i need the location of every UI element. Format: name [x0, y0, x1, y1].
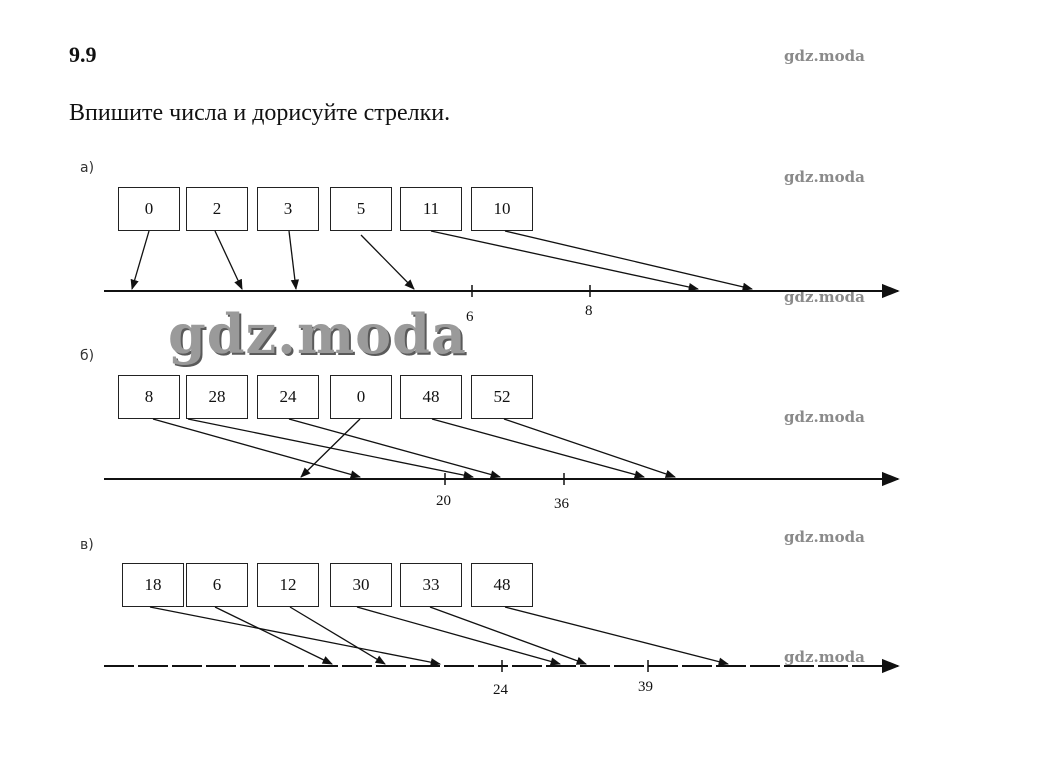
- arrow: [430, 607, 586, 664]
- part-label-a: а): [80, 160, 95, 176]
- number-box: 28: [186, 375, 248, 419]
- watermark-large: gdz.moda: [168, 302, 467, 366]
- number-box: 0: [118, 187, 180, 231]
- number-box: 2: [186, 187, 248, 231]
- watermark: gdz.moda: [784, 528, 865, 546]
- tick-label: 20: [436, 493, 451, 509]
- arrow: [215, 607, 332, 664]
- number-box: 18: [122, 563, 184, 607]
- tick-label: 8: [585, 303, 593, 319]
- number-box: 30: [330, 563, 392, 607]
- arrow: [215, 231, 242, 289]
- number-box: 48: [471, 563, 533, 607]
- arrow: [431, 231, 698, 289]
- number-box: 6: [186, 563, 248, 607]
- watermark: gdz.moda: [784, 47, 865, 65]
- tick-label: 6: [466, 309, 474, 325]
- number-box: 24: [257, 375, 319, 419]
- watermark: gdz.moda: [784, 648, 865, 666]
- number-box: 10: [471, 187, 533, 231]
- arrow: [290, 607, 385, 664]
- number-box: 33: [400, 563, 462, 607]
- number-box: 48: [400, 375, 462, 419]
- watermark: gdz.moda: [784, 288, 865, 306]
- number-box: 3: [257, 187, 319, 231]
- part-label-b: б): [80, 348, 95, 364]
- number-box: 5: [330, 187, 392, 231]
- arrow: [289, 419, 500, 477]
- arrow: [504, 419, 675, 477]
- arrow: [505, 231, 752, 289]
- arrow: [150, 607, 440, 664]
- number-box: 52: [471, 375, 533, 419]
- arrow: [289, 231, 296, 289]
- tick-label: 39: [638, 679, 653, 695]
- watermark: gdz.moda: [784, 408, 865, 426]
- arrow: [505, 607, 728, 664]
- number-box: 8: [118, 375, 180, 419]
- tick-label: 36: [554, 496, 569, 512]
- number-box: 12: [257, 563, 319, 607]
- task-number: 9.9: [69, 42, 97, 67]
- arrow: [432, 419, 644, 477]
- watermark: gdz.moda: [784, 168, 865, 186]
- part-label-c: в): [80, 537, 94, 553]
- number-box: 0: [330, 375, 392, 419]
- tick-label: 24: [493, 682, 508, 698]
- task-instruction: Впишите числа и дорисуйте стрелки.: [69, 100, 451, 126]
- arrow: [361, 235, 414, 289]
- number-box: 11: [400, 187, 462, 231]
- arrow: [132, 231, 149, 289]
- arrow: [357, 607, 560, 664]
